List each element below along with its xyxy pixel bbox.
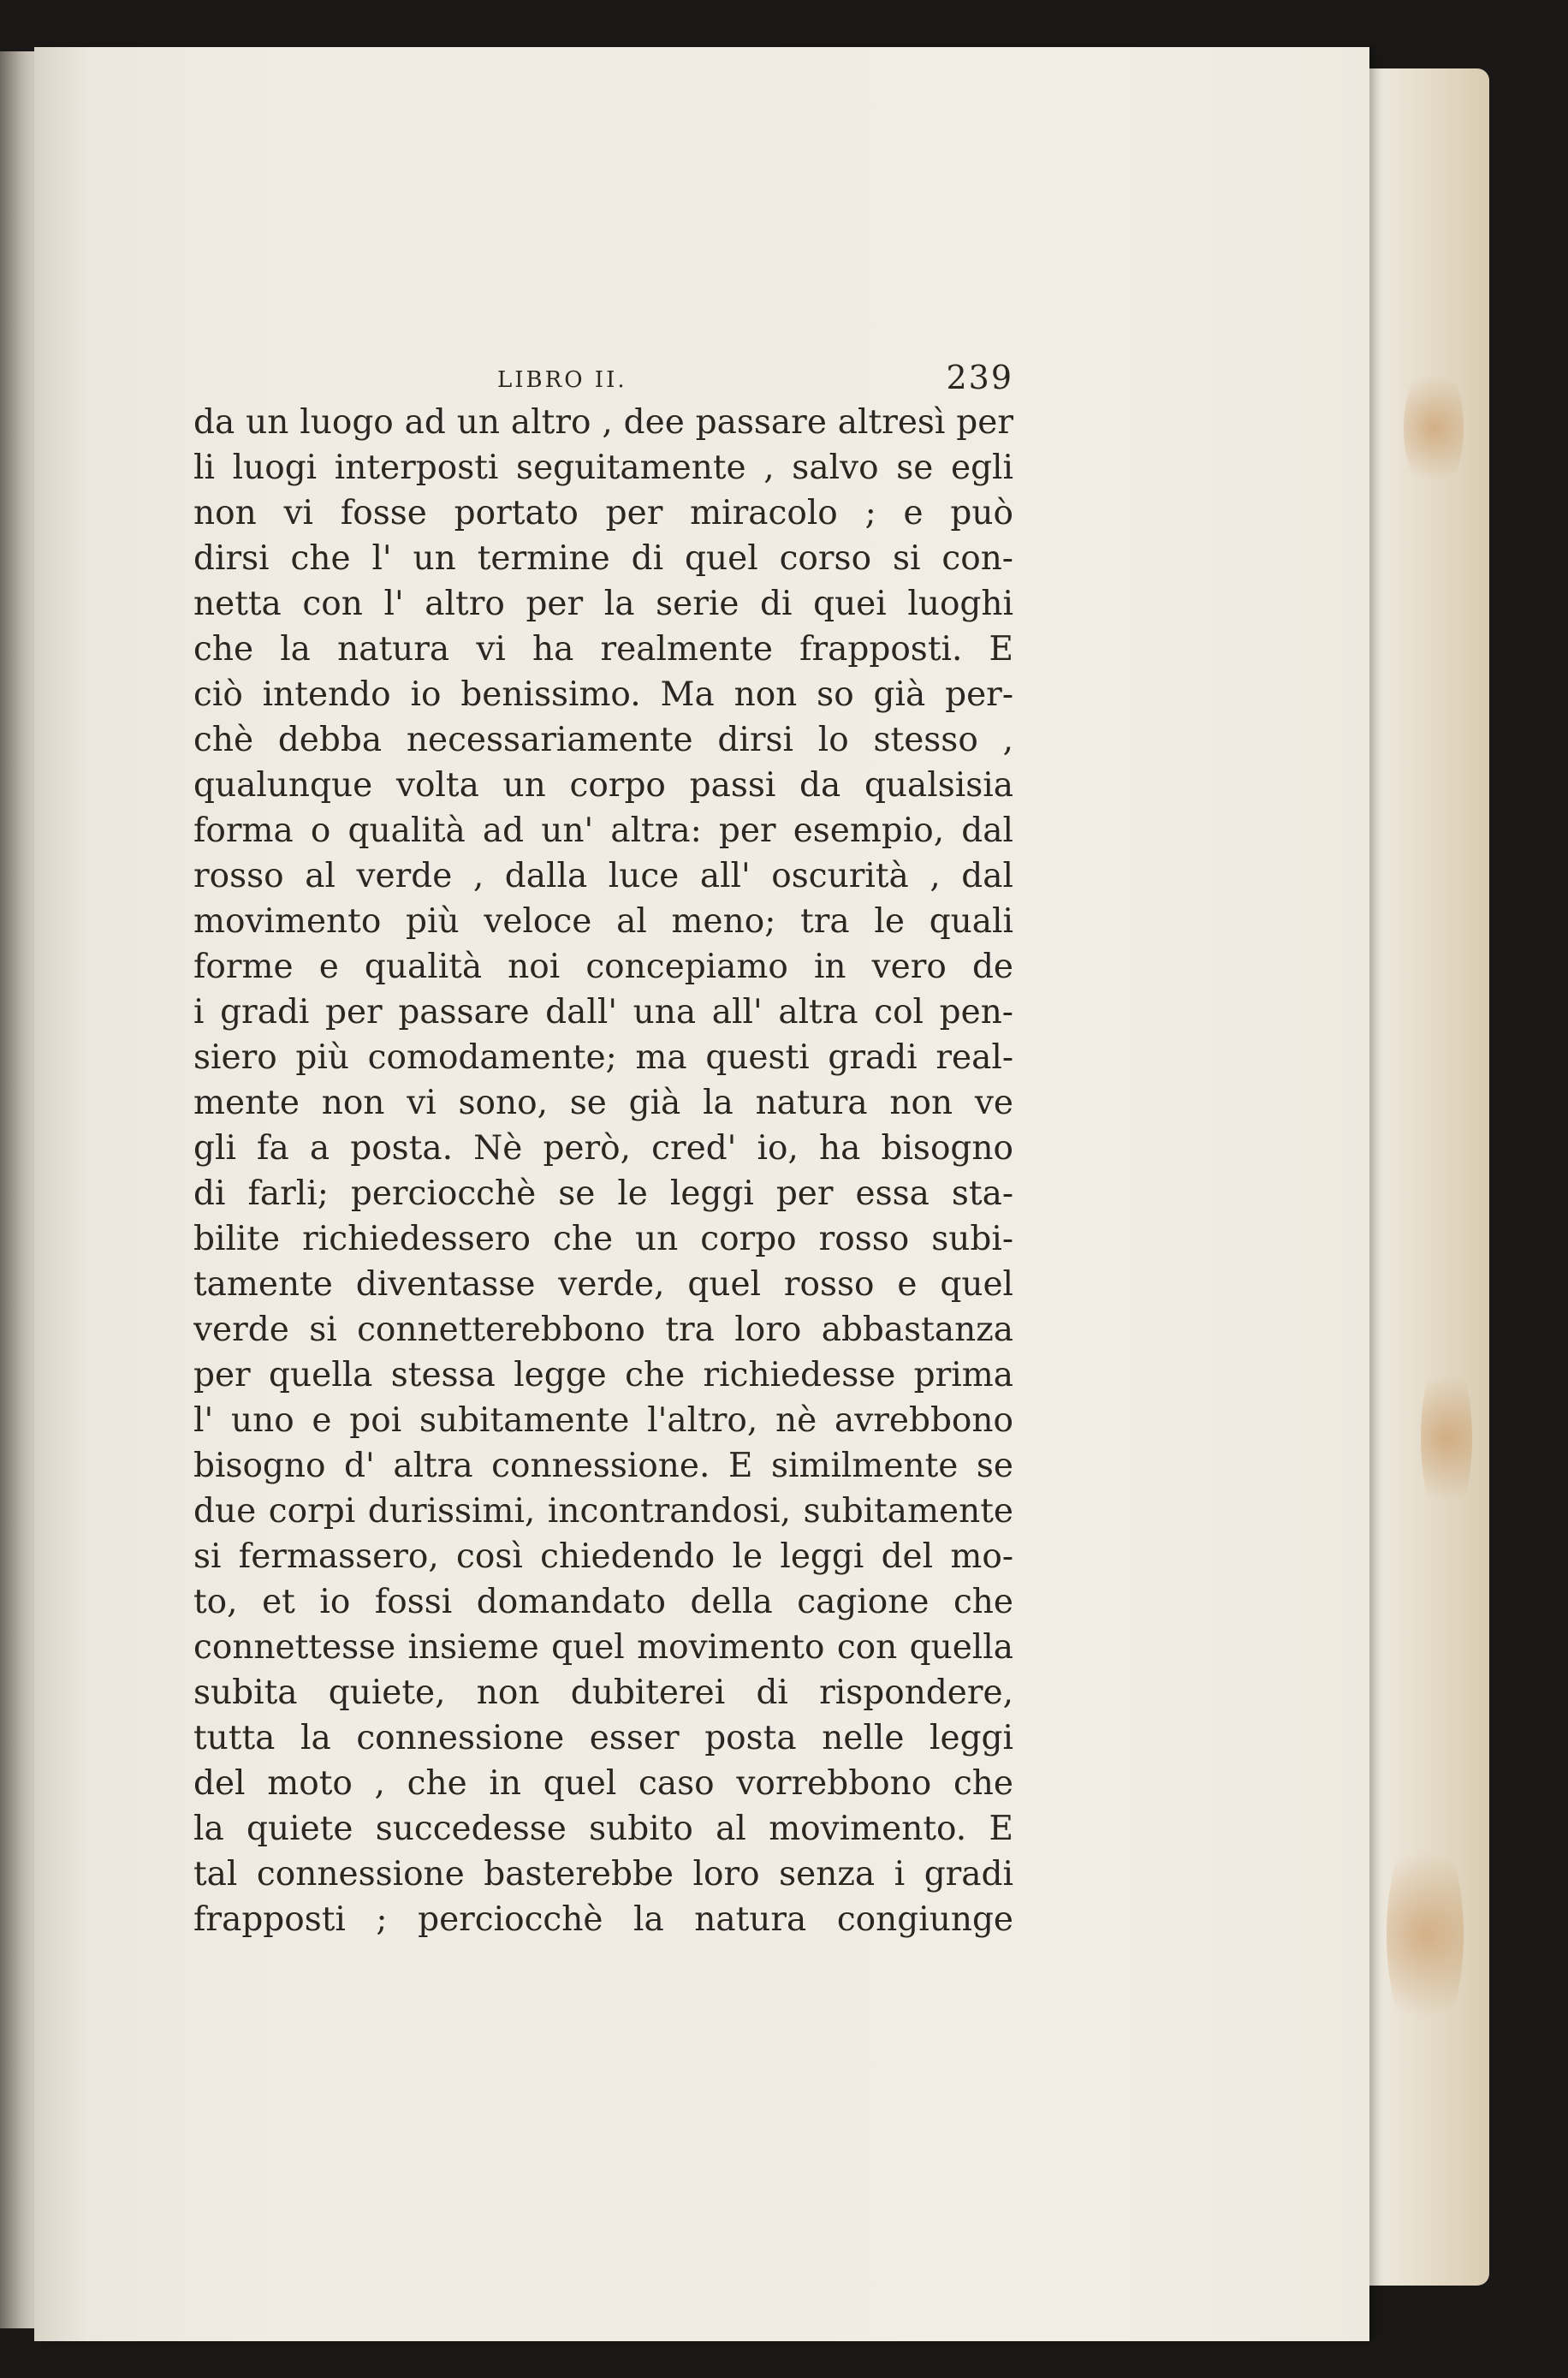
text-line: to, et io fossi domandato della cagione che	[193, 1583, 1013, 1621]
text-line: due corpi durissimi, incontrandosi, subitamente	[193, 1492, 1013, 1531]
text-line: verde si connetterebbono tra loro abbastanza	[193, 1311, 1013, 1349]
page-header	[193, 355, 1013, 400]
text-line: forme e qualità noi concepiamo in vero de	[193, 948, 1013, 986]
text-line: i gradi per passare dall' una all' altra col pen-	[193, 993, 1013, 1031]
text-line: si fermassero, così chiedendo le leggi del mo-	[193, 1537, 1013, 1576]
foxing-stain	[1387, 1823, 1464, 2046]
text-line: rosso al verde , dalla luce all' oscurità , dal	[193, 857, 1013, 895]
page-number: 239	[946, 359, 1013, 396]
text-line: la quiete succedesse subito al movimento. E	[193, 1810, 1013, 1848]
text-line: mente non vi sono, se già la natura non ve	[193, 1084, 1013, 1122]
text-line: movimento più veloce al meno; tra le quali	[193, 902, 1013, 941]
text-line: bisogno d' altra connessione. E similmente se	[193, 1447, 1013, 1485]
body-text	[193, 400, 1013, 1942]
text-line: tutta la connessione esser posta nelle leggi	[193, 1719, 1013, 1757]
text-line: dirsi che l' un termine di quel corso si con-	[193, 539, 1013, 578]
text-line: per quella stessa legge che richiedesse prima	[193, 1356, 1013, 1394]
text-line: qualunque volta un corpo passi da qualsisia	[193, 766, 1013, 805]
text-block	[193, 355, 1013, 1942]
text-line: chè debba necessariamente dirsi lo stesso ,	[193, 721, 1013, 759]
running-head: LIBRO II.	[497, 367, 627, 393]
text-line: del moto , che in quel caso vorrebbono che	[193, 1764, 1013, 1803]
text-line: bilite richiedessero che un corpo rosso subi-	[193, 1220, 1013, 1258]
text-line: netta con l' altro per la serie di quei luoghi	[193, 585, 1013, 623]
text-line: gli fa a posta. Nè però, cred' io, ha bisogno	[193, 1129, 1013, 1168]
foxing-stain	[1421, 1352, 1472, 1524]
foxing-stain	[1404, 360, 1464, 496]
text-line: ciò intendo io benissimo. Ma non so già per-	[193, 675, 1013, 714]
text-line: forma o qualità ad un' altra: per esempio, dal	[193, 811, 1013, 850]
book-page	[34, 47, 1369, 2341]
text-line: da un luogo ad un altro , dee passare altresì per	[193, 403, 1013, 442]
text-line: l' uno e poi subitamente l'altro, nè avrebbono	[193, 1401, 1013, 1440]
text-line: subita quiete, non dubiterei di rispondere,	[193, 1674, 1013, 1712]
text-line: connettesse insieme quel movimento con quella	[193, 1628, 1013, 1667]
text-line: frapposti ; perciocchè la natura congiunge	[193, 1900, 1013, 1939]
text-line: li luogi interposti seguitamente , salvo se egli	[193, 449, 1013, 487]
text-line: che la natura vi ha realmente frapposti. E	[193, 630, 1013, 669]
text-line: siero più comodamente; ma questi gradi real-	[193, 1038, 1013, 1077]
text-line: di farli; perciocchè se le leggi per essa sta-	[193, 1174, 1013, 1213]
text-line: tamente diventasse verde, quel rosso e quel	[193, 1265, 1013, 1304]
text-line: tal connessione basterebbe loro senza i gradi	[193, 1855, 1013, 1893]
text-line: non vi fosse portato per miracolo ; e può	[193, 494, 1013, 532]
